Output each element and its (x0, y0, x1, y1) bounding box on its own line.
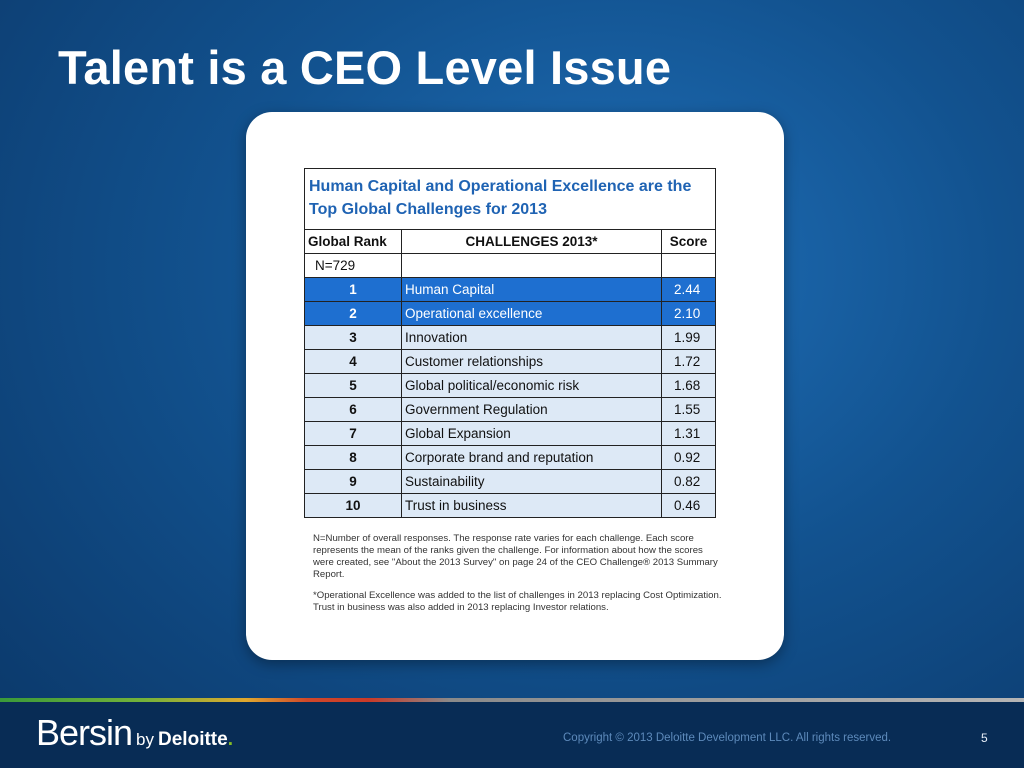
header-challenges: CHALLENGES 2013* (402, 230, 662, 254)
challenge-cell: Government Regulation (402, 398, 662, 422)
score-cell: 0.92 (662, 446, 716, 470)
rank-cell: 3 (305, 326, 402, 350)
challenge-cell: Customer relationships (402, 350, 662, 374)
rank-cell: 7 (305, 422, 402, 446)
table-row (305, 422, 716, 446)
table-row (305, 470, 716, 494)
score-cell: 0.82 (662, 470, 716, 494)
table-row (305, 374, 716, 398)
table-caption-row (305, 169, 716, 230)
table-card (246, 112, 784, 660)
logo-deloitte: Deloitte (158, 729, 228, 750)
rank-cell: 5 (305, 374, 402, 398)
header-global-rank: Global Rank (305, 230, 402, 254)
table-row (305, 398, 716, 422)
challenge-cell: Human Capital (402, 278, 662, 302)
score-cell: 2.10 (662, 302, 716, 326)
challenge-cell: Global political/economic risk (402, 374, 662, 398)
n-label: N=729 (305, 254, 402, 278)
rank-cell: 1 (305, 278, 402, 302)
rank-cell: 4 (305, 350, 402, 374)
table-row (305, 326, 716, 350)
copyright-text: Copyright © 2013 Deloitte Development LLC. All rights reserved. (563, 732, 892, 744)
table-row (305, 302, 716, 326)
challenge-cell: Sustainability (402, 470, 662, 494)
table-row (305, 350, 716, 374)
n-row-empty-score (662, 254, 716, 278)
challenge-cell: Trust in business (402, 494, 662, 518)
challenge-cell: Corporate brand and reputation (402, 446, 662, 470)
logo-bersin: Bersin (36, 712, 133, 753)
score-cell: 1.55 (662, 398, 716, 422)
slide-title: Talent is a CEO Level Issue (58, 41, 672, 94)
table-row (305, 494, 716, 518)
score-cell: 1.99 (662, 326, 716, 350)
table-row (305, 446, 716, 470)
footnote-operational-excellence: *Operational Excellence was added to the list of challenges in 2013 replacing Cost Optimization. Trust in business was also added in 2013 replacing Investor relations. (313, 590, 722, 613)
bersin-deloitte-logo (36, 712, 233, 754)
score-cell: 1.72 (662, 350, 716, 374)
rank-cell: 2 (305, 302, 402, 326)
challenge-cell: Innovation (402, 326, 662, 350)
footnote-responses: N=Number of overall responses. The response rate varies for each challenge. Each score represents the mean of the ranks given the challenge. For information about how the scores were created, see "About the 2013 Survey" on page 24 of the CEO Challenge® 2013 Summary Report. (313, 533, 718, 580)
table-caption: Human Capital and Operational Excellence are the Top Global Challenges for 2013 (305, 169, 716, 230)
rank-cell: 8 (305, 446, 402, 470)
score-cell: 1.31 (662, 422, 716, 446)
header-score: Score (662, 230, 716, 254)
rank-cell: 6 (305, 398, 402, 422)
score-cell: 0.46 (662, 494, 716, 518)
rank-cell: 10 (305, 494, 402, 518)
table-header-row (305, 230, 716, 254)
challenge-cell: Global Expansion (402, 422, 662, 446)
logo-dot: . (227, 729, 233, 750)
rank-cell: 9 (305, 470, 402, 494)
n-row (305, 254, 716, 278)
table-row (305, 278, 716, 302)
challenges-table (304, 168, 716, 518)
score-cell: 2.44 (662, 278, 716, 302)
n-row-empty-challenge (402, 254, 662, 278)
challenge-cell: Operational excellence (402, 302, 662, 326)
score-cell: 1.68 (662, 374, 716, 398)
logo-by: by (136, 730, 155, 749)
page-number: 5 (981, 731, 988, 745)
